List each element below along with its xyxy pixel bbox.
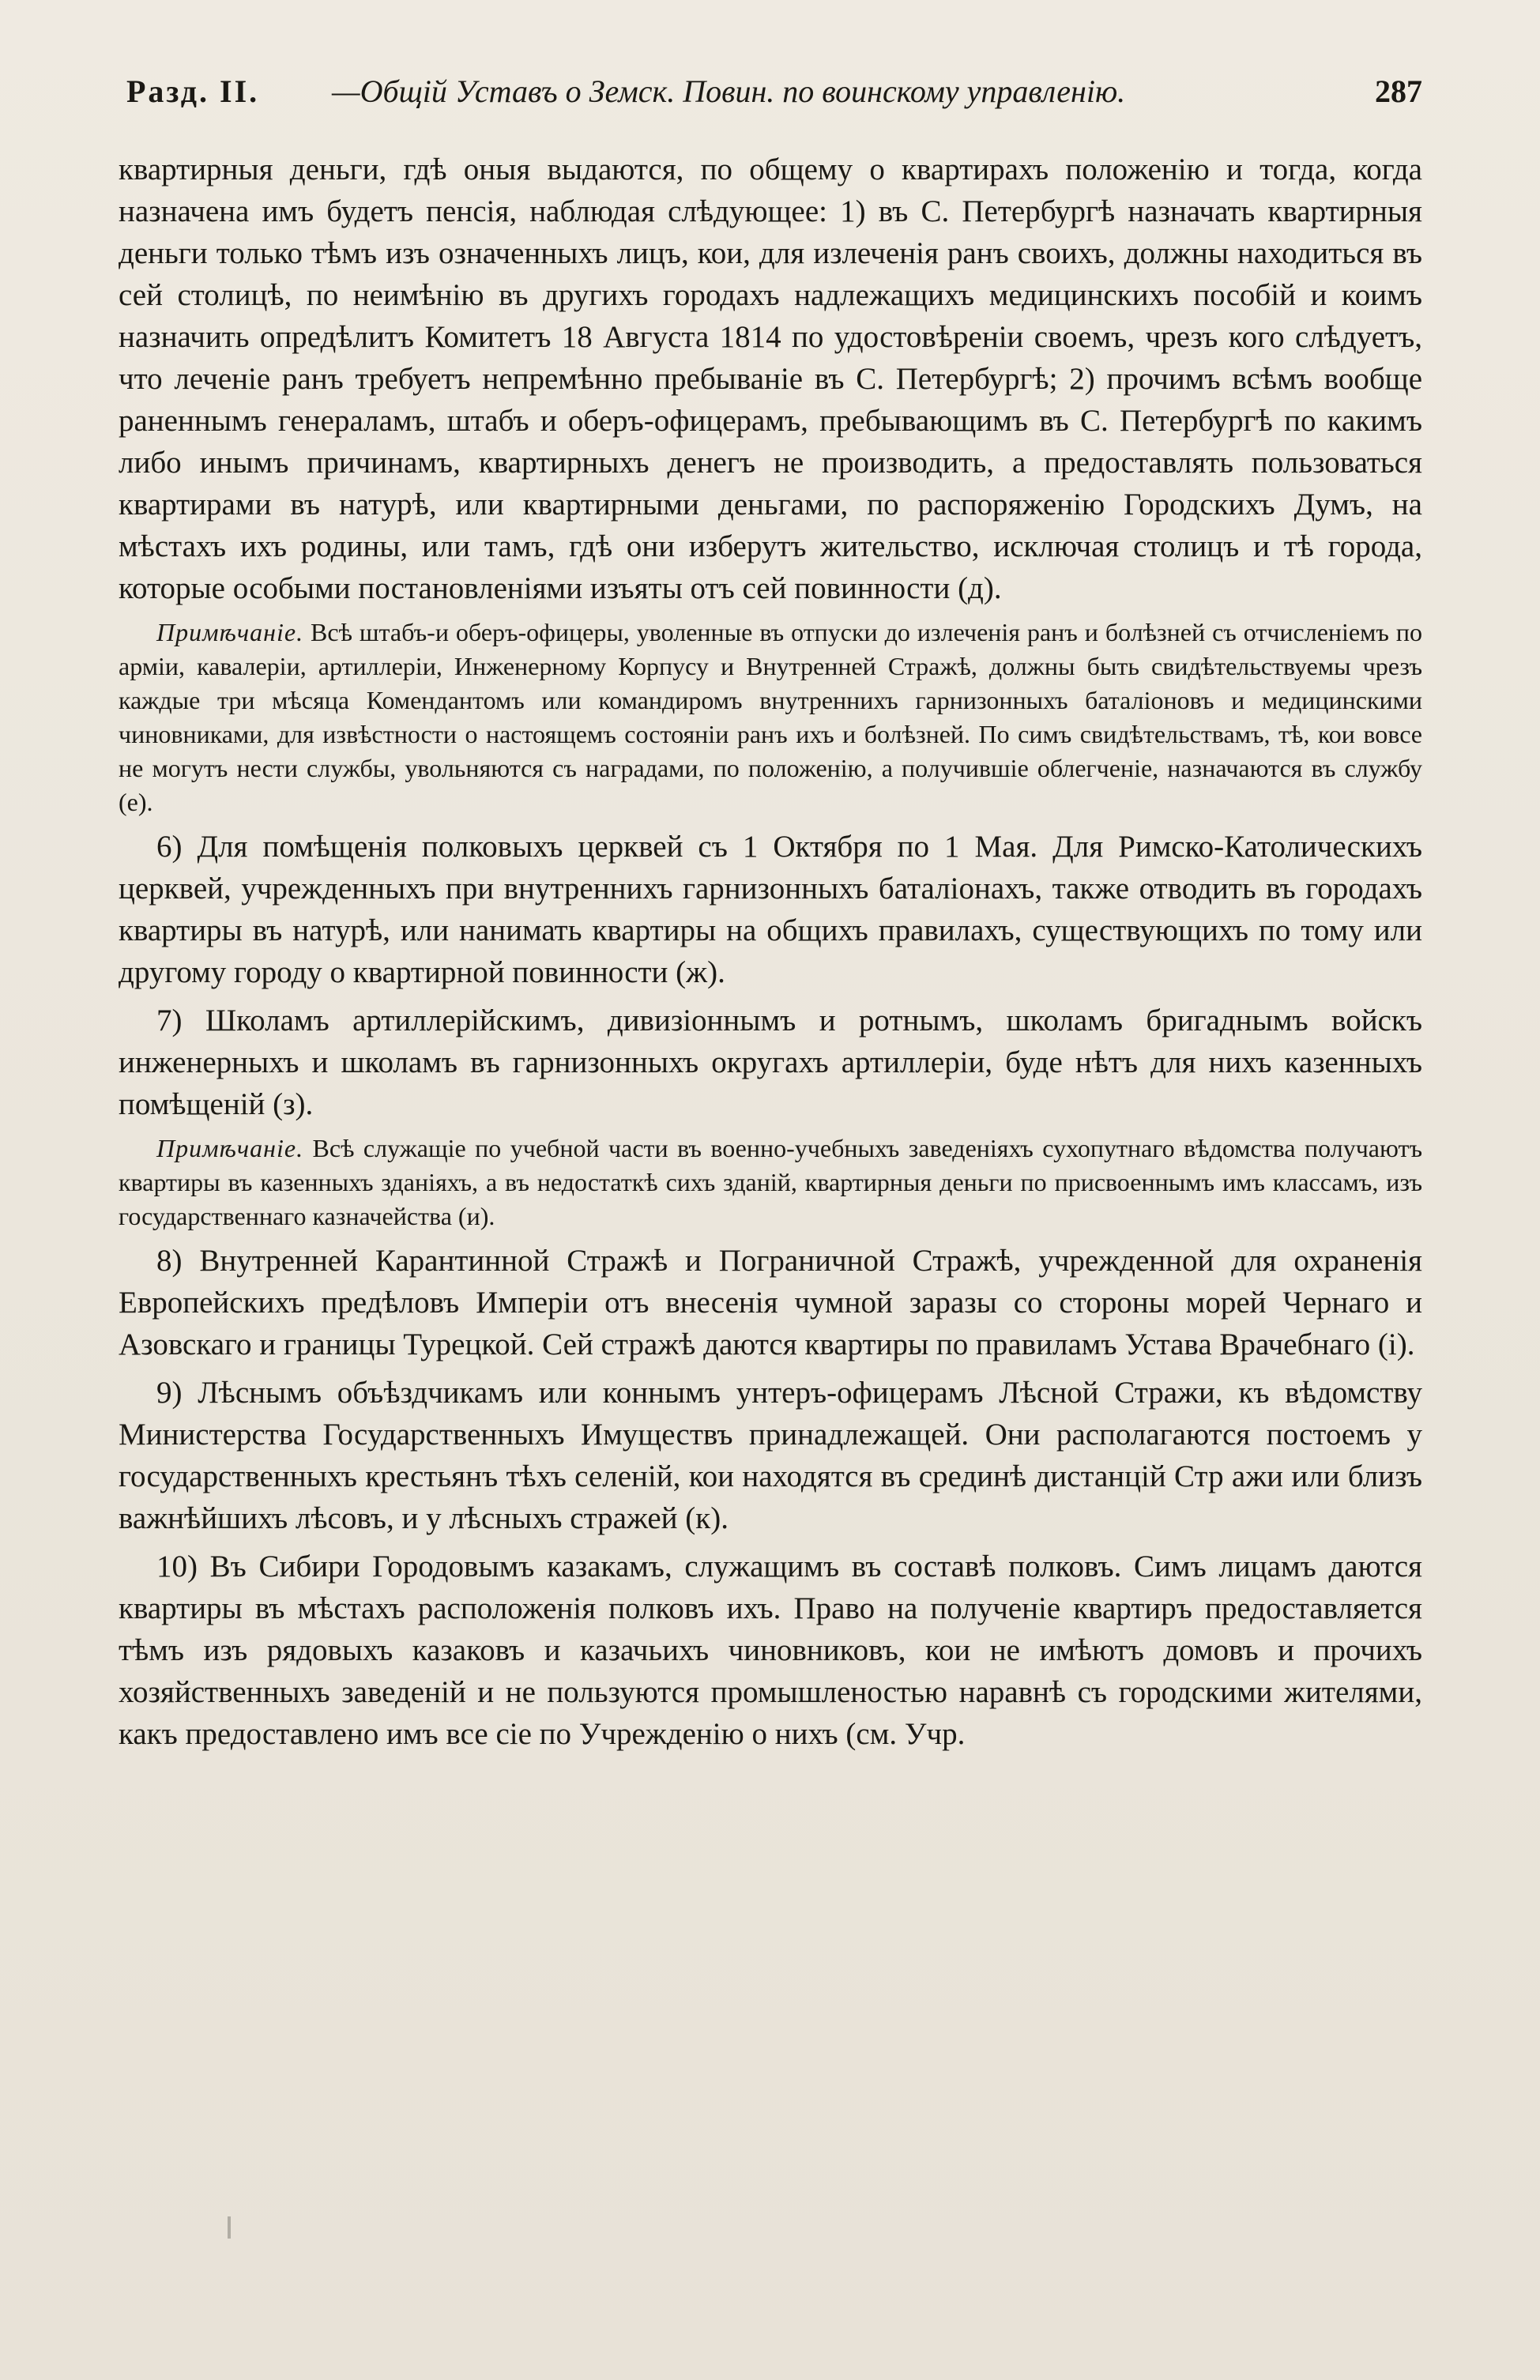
page-number: 287 (1375, 73, 1422, 109)
note-text: Всѣ штабъ-и оберъ-офицеры, уволенные въ отпуски до излеченія ранъ и болѣзней съ отчисленіемъ по арміи, кавалеріи, артиллеріи, Инженерному Корпусу и Внутренней Стражѣ, должны быть свидѣтельствуемы чрезъ каждые три мѣсяца Комендантомъ или командиромъ внутреннихъ гарнизонныхъ баталіоновъ и медицинскими чиновниками, для извѣстности о настоящемъ состояніи ранъ ихъ и болѣзней. По симъ свидѣтельствамъ, тѣ, кои вовсе не могутъ нести службы, увольняются съ наградами, по положенію, а получившіе облегченіе, назначаются въ службу (е). (119, 618, 1422, 816)
body-paragraph: 9) Лѣснымъ объѣздчикамъ или коннымъ унтеръ-офицерамъ Лѣсной Стражи, къ вѣдомству Министерства Государственныхъ Имуществъ принадлежащей. Они располагаются постоемъ у государственныхъ крестьянъ тѣхъ селеній, кои находятся въ срединѣ дистанцій Стр ажи или близъ важнѣйшихъ лѣсовъ, и у лѣсныхъ стражей (к). (119, 1376, 1422, 1535)
body-paragraph: 6) Для помѣщенія полковыхъ церквей съ 1 Октября по 1 Мая. Для Римско-Католическихъ церквей, учрежденныхъ при внутреннихъ гарнизонныхъ баталіонахъ, также отводить въ городахъ квартиры въ натурѣ, или нанимать квартиры на общихъ правилахъ, существующихъ по тому или другому городу о квартирной повинности (ж). (119, 830, 1422, 989)
body-paragraph: квартирныя деньги, гдѣ оныя выдаются, по общему о квартирахъ положенію и тогда, когда назначена имъ будетъ пенсія, наблюдая слѣдующее: 1) въ С. Петербургѣ назначать квартирныя деньги только тѣмъ изъ означенныхъ лицъ, кои, для излеченія ранъ своихъ, должны находиться въ сей столицѣ, по неимѣнію въ другихъ городахъ надлежащихъ медицинскихъ пособій и коимъ назначить опредѣлитъ Комитетъ 18 Августа 1814 по удостовѣреніи своемъ, чрезъ кого слѣдуетъ, что леченіе ранъ требуетъ непремѣнно пребываніе въ С. Петербургѣ; 2) прочимъ всѣмъ вообще раненнымъ генераламъ, штабъ и оберъ-офицерамъ, пребывающимъ въ С. Петербургѣ по какимъ либо инымъ причинамъ, квартирныхъ денегъ не производить, а предоставлять пользоваться квартирами въ натурѣ, или квартирными деньгами, по распоряженію Городскихъ Думъ, на мѣстахъ ихъ родины, или тамъ, гдѣ они изберутъ жительство, исключая столицъ и тѣ города, которые особыми постановленіями изъяты отъ сей повинности (д). (119, 153, 1422, 605)
note-label: Примѣчаніе. (156, 618, 304, 646)
body-paragraph: 7) Школамъ артиллерійскимъ, дивизіоннымъ и ротнымъ, школамъ бригаднымъ войскъ инженерныхъ и школамъ въ гарнизонныхъ округахъ артиллеріи, буде нѣтъ для нихъ казенныхъ помѣщеній (з). (119, 1004, 1422, 1121)
running-header (126, 70, 1422, 114)
body-paragraph: 8) Внутренней Карантинной Стражѣ и Пограничной Стражѣ, учрежденной для охраненія Европейскихъ предѣловъ Имперіи отъ внесенія чумной заразы со стороны морей Чернаго и Азовскаго и границы Турецкой. Сей стражѣ даются квартиры по правиламъ Устава Врачебнаго (і). (119, 1244, 1422, 1361)
ink-mark (228, 2216, 231, 2239)
body-text (119, 149, 1422, 1761)
section-label: Разд. II. (126, 73, 260, 109)
note-text: Всѣ служащіе по учебной части въ военно-учебныхъ заведеніяхъ сухопутнаго вѣдомства получаютъ квартиры въ казенныхъ зданіяхъ, а въ недостаткѣ сихъ зданій, квартирныя деньги по присвоеннымъ имъ классамъ, изъ государственнаго казначейства (и). (119, 1134, 1422, 1230)
body-paragraph: 10) Въ Сибири Городовымъ казакамъ, служащимъ въ составѣ полковъ. Симъ лицамъ даются квартиры въ мѣстахъ расположенія полковъ ихъ. Право на полученіе квартиръ предоставляется тѣмъ изъ рядовыхъ казаковъ и казачьихъ чиновниковъ, кои не имѣютъ домовъ и прочихъ хозяйственныхъ заведеній и не пользуются промышленостью наравнѣ съ городскими жителями, какъ предоставлено имъ все сіе по Учрежденію о нихъ (см. Учр. (119, 1550, 1422, 1751)
note-label: Примѣчаніе. (156, 1134, 304, 1162)
note-paragraph (119, 616, 1422, 819)
note-paragraph (119, 1132, 1422, 1233)
header-title: —Общій Уставъ о Земск. Повин. по воинскому управленію. (332, 73, 1126, 109)
